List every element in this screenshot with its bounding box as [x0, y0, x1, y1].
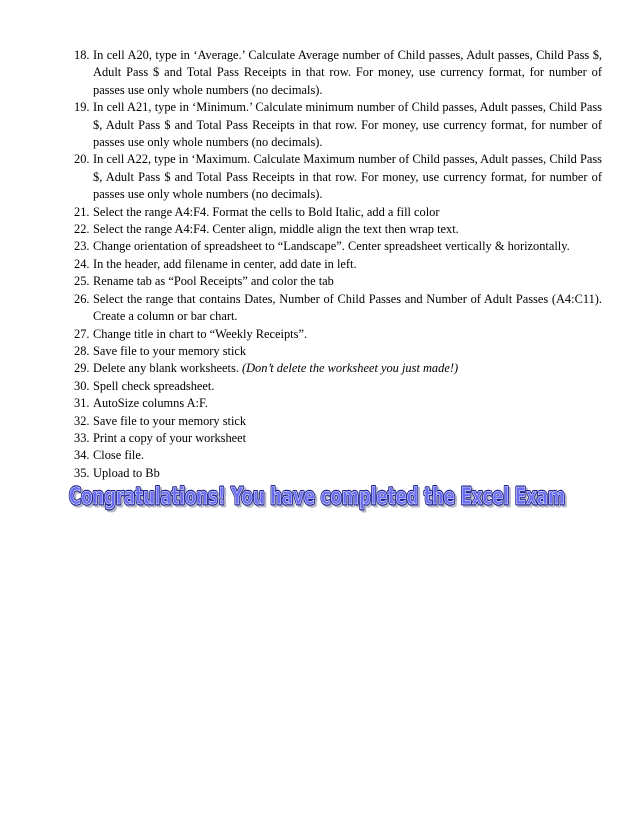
- list-item: [74, 343, 602, 360]
- list-item-number: 26.: [74, 291, 90, 306]
- congratulations-banner: [66, 477, 570, 517]
- list-item-number: 32.: [74, 413, 90, 428]
- list-item-text: Select the range that contains Dates, Number of Child Passes and Number of Adult Passes (A4:C11). Create a column or bar chart.: [93, 291, 602, 324]
- congratulations-banner-outline: Congratulations! You have completed the Excel Exam: [69, 484, 565, 510]
- list-item: [74, 238, 602, 255]
- list-item-text: Print a copy of your worksheet: [93, 430, 247, 445]
- list-item-text: In cell A22, type in ‘Maximum. Calculate Maximum number of Child passes, Adult passes, Child Pass $, Adult Pass $ and Total Pass Receipts in that row. For money, use currency format, for number of passes use only whole numbers (no decimals).: [93, 152, 602, 202]
- list-item-note: (Don’t delete the worksheet you just made!): [241, 361, 459, 376]
- list-item: [74, 256, 602, 273]
- list-item: [74, 378, 602, 395]
- list-item: [74, 413, 602, 430]
- list-item: [74, 430, 602, 447]
- congratulations-banner-shadow: Congratulations! You have completed the Excel Exam: [71, 486, 567, 512]
- list-item-number: 22.: [74, 222, 90, 237]
- list-item: [74, 326, 602, 343]
- list-item-number: 23.: [74, 239, 90, 254]
- list-item-text: In cell A20, type in ‘Average.’ Calculate Average number of Child passes, Adult passes, Child Pass $, Adult Pass $ and Total Pass Receipts in that row. For money, use currency format, for number of passes use only whole numbers (no decimals).: [93, 48, 602, 97]
- list-item-number: 24.: [74, 256, 90, 271]
- list-item-text: Change title in chart to “Weekly Receipts”.: [93, 326, 308, 341]
- list-item: [74, 47, 602, 99]
- list-item: [74, 291, 602, 326]
- list-item-text: In cell A21, type in ‘Minimum.’ Calculate minimum number of Child passes, Adult passes, Child Pass $, Adult Pass $ and Total Pass Receipts in that row. For money, use currency format, for number of passes use only whole numbers (no decimals).: [93, 100, 602, 150]
- list-item-text: Select the range A4:F4. Format the cells to Bold Italic, add a fill color: [93, 204, 440, 219]
- list-item: [74, 360, 602, 377]
- list-item: [74, 447, 602, 464]
- list-item: [74, 99, 602, 151]
- list-item-text: Close file.: [93, 448, 144, 463]
- list-item-text: Spell check spreadsheet.: [93, 378, 215, 393]
- list-item-number: 27.: [74, 326, 90, 341]
- list-item-number: 30.: [74, 378, 90, 393]
- list-item-number: 31.: [74, 396, 90, 411]
- list-item-text: Delete any blank worksheets.: [93, 361, 242, 376]
- list-item-text: In the header, add filename in center, add date in left.: [93, 256, 357, 271]
- list-item-text: Rename tab as “Pool Receipts” and color the tab: [93, 274, 334, 289]
- list-item: [74, 151, 602, 203]
- list-item-number: 33.: [74, 430, 90, 445]
- list-item-number: 25.: [74, 274, 90, 289]
- list-item: [74, 204, 602, 221]
- instruction-list: [74, 47, 602, 482]
- list-item-text: AutoSize columns A:F.: [93, 396, 208, 411]
- list-item: [74, 273, 602, 290]
- list-item-number: 35.: [74, 465, 90, 480]
- list-item-text: Upload to Bb: [93, 465, 160, 480]
- list-item-number: 21.: [74, 204, 90, 219]
- list-item-text: Save file to your memory stick: [93, 343, 247, 358]
- list-item-number: 34.: [74, 448, 90, 463]
- list-item: [74, 221, 602, 238]
- list-item-text: Select the range A4:F4. Center align, middle align the text then wrap text.: [93, 222, 459, 237]
- list-item-number: 19.: [74, 100, 90, 115]
- congratulations-banner-text: Congratulations! You have completed the Excel Exam: [69, 484, 565, 510]
- list-item-text: Save file to your memory stick: [93, 413, 247, 428]
- list-item-number: 29.: [74, 361, 90, 376]
- list-item-text: Change orientation of spreadsheet to “Landscape”. Center spreadsheet vertically & horizontally.: [93, 239, 570, 254]
- list-item-number: 28.: [74, 343, 90, 358]
- list-item: [74, 395, 602, 412]
- list-item-number: 20.: [74, 152, 90, 167]
- list-item-number: 18.: [74, 48, 90, 62]
